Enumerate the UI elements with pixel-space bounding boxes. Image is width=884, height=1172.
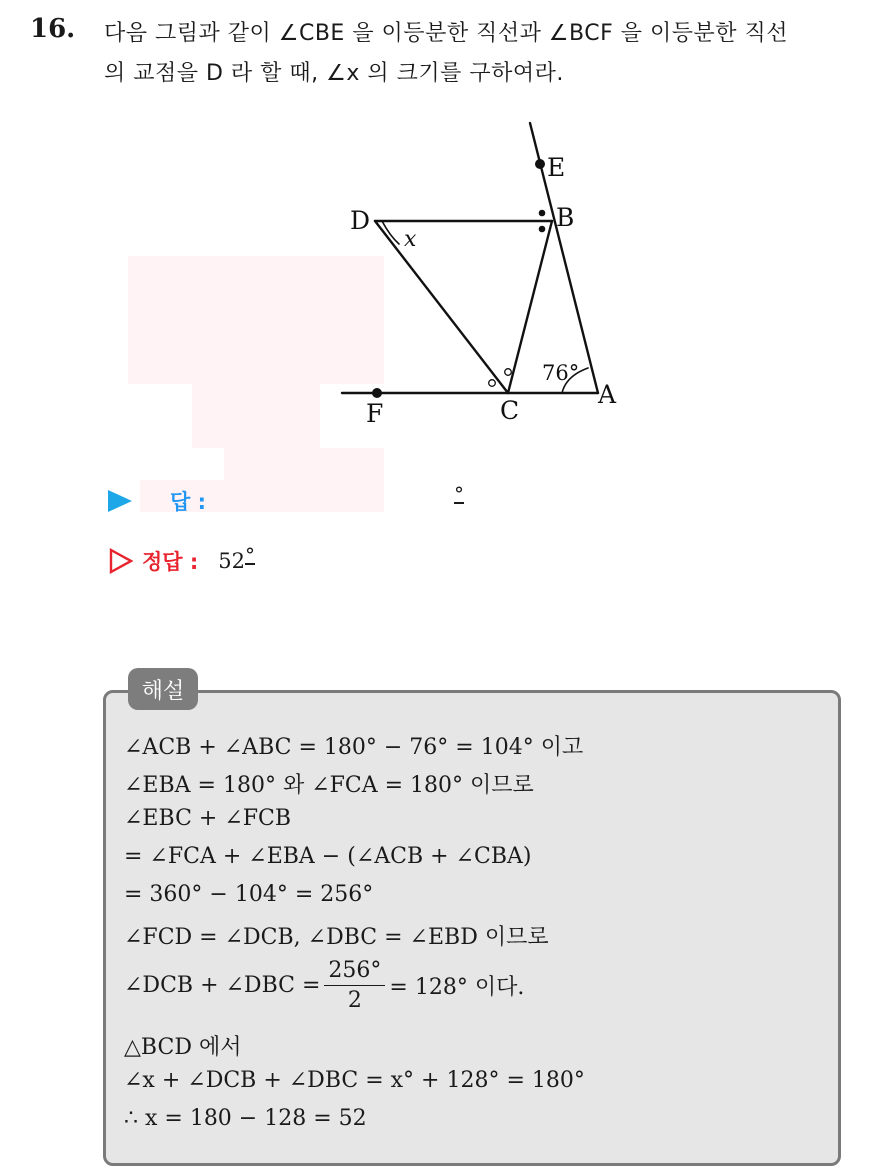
correct-answer-unit: ° (245, 543, 256, 567)
label-e: E (547, 153, 566, 182)
explanation-line-6: ∠FCD = ∠DCB, ∠DBC = ∠EBD 이므로 (124, 925, 549, 950)
label-x: x (404, 227, 417, 252)
explanation-line-8: △BCD 에서 (124, 1035, 242, 1060)
label-a: A (598, 380, 617, 409)
label-angle-76: 76° (542, 361, 580, 385)
label-b: B (556, 203, 575, 232)
pink-block-answer (224, 448, 384, 512)
correct-arrow-icon (108, 548, 134, 574)
explanation-line-3: ∠EBC + ∠FCB (124, 806, 292, 831)
pink-block-mid (192, 384, 320, 448)
fraction (324, 958, 385, 1013)
label-f: F (366, 399, 384, 428)
explanation-line-4: = ∠FCA + ∠EBA − (∠ACB + ∠CBA) (124, 844, 532, 869)
explanation-line-1: ∠ACB + ∠ABC = 180° − 76° = 104° 이고 (124, 735, 584, 760)
bisect-mark-b-1 (539, 210, 546, 217)
geometry-figure (330, 118, 630, 438)
bisect-mark-c-2 (505, 369, 512, 376)
point-f-dot (372, 388, 382, 398)
fraction-numerator: 256° (324, 958, 385, 986)
fraction-suffix: = 128° 이다. (389, 975, 525, 1000)
point-e-dot (535, 159, 545, 169)
bisect-mark-c-1 (489, 380, 496, 387)
correct-answer-label: 정답 : (142, 550, 199, 574)
answer-row (108, 486, 206, 516)
question-text-line-1: 다음 그림과 같이 ∠CBE 을 이등분한 직선과 ∠BCF 을 이등분한 직선 (104, 21, 788, 46)
explanation-line-5: = 360° − 104° = 256° (124, 882, 374, 907)
answer-label: 답 : (170, 490, 206, 514)
answer-arrow-icon (108, 490, 132, 512)
label-d: D (350, 206, 371, 235)
answer-input-box[interactable] (393, 492, 483, 516)
correct-answer-row (108, 543, 256, 576)
segment-dc (375, 221, 508, 393)
bisect-mark-b-2 (539, 226, 546, 233)
explanation-line-10: ∴ x = 180 − 128 = 52 (124, 1106, 367, 1131)
correct-answer-value: 52 (218, 549, 246, 573)
fraction-denominator: 2 (347, 988, 362, 1013)
fraction-prefix: ∠DCB + ∠DBC = (124, 973, 321, 998)
explanation-tag: 해설 (128, 668, 198, 710)
question-number: 16. (30, 14, 76, 44)
explanation-line-9: ∠x + ∠DCB + ∠DBC = x° + 128° = 180° (124, 1068, 585, 1093)
explanation-line-2: ∠EBA = 180° 와 ∠FCA = 180° 이므로 (124, 773, 534, 798)
answer-unit: ° (454, 482, 464, 506)
explanation-fraction-line (124, 958, 524, 1013)
label-c: C (500, 396, 520, 425)
question-text-line-2: 의 교점을 D 라 할 때, ∠x 의 크기를 구하여라. (104, 61, 564, 86)
